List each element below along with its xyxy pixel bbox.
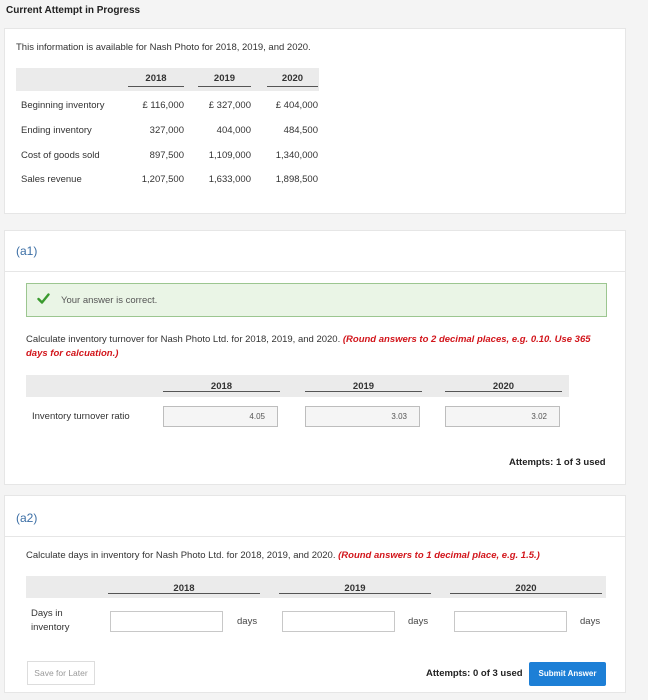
a1-year-2018: 2018 — [210, 381, 233, 392]
instruction-text: Calculate inventory turnover for Nash Photo Ltd. for 2018, 2019, and 2020. — [26, 334, 341, 345]
a2-year-2020: 2020 — [515, 583, 537, 594]
a2-year-2019: 2019 — [344, 583, 366, 594]
info-col-underline-2019 — [198, 86, 251, 87]
info-cell: 897,500 — [149, 150, 184, 161]
instruction-rounding: (Round answers to 2 decimal places, e.g. 0.10. Use 365 days for calcuation.) — [26, 334, 591, 359]
instruction-rounding: (Round answers to 1 decimal place, e.g. 1.5.) — [338, 550, 540, 561]
a2-row-label-line2: inventory — [31, 622, 70, 633]
turnover-2018-input[interactable]: 4.05 — [163, 406, 278, 427]
a1-row-label: Inventory turnover ratio — [32, 411, 130, 422]
part-a1-instruction — [26, 333, 604, 361]
a2-row-label-line1: Days in — [31, 608, 63, 619]
info-year-2020: 2020 — [281, 73, 304, 84]
days-2020-input[interactable] — [454, 611, 567, 632]
info-year-2019: 2019 — [213, 73, 236, 84]
info-row-label: Ending inventory — [21, 125, 92, 136]
a1-attempts-counter: Attempts: 1 of 3 used — [509, 457, 606, 468]
turnover-2019-input[interactable]: 3.03 — [305, 406, 420, 427]
days-unit: days — [408, 616, 429, 627]
info-cell: 1,340,000 — [275, 150, 318, 161]
info-card — [4, 28, 626, 214]
info-cell: 1,633,000 — [208, 174, 251, 185]
info-row-label: Beginning inventory — [21, 100, 105, 111]
turnover-2020-input[interactable]: 3.02 — [445, 406, 560, 427]
info-row-label: Sales revenue — [21, 174, 82, 185]
days-2018-input[interactable] — [110, 611, 223, 632]
info-cell: 1,207,500 — [141, 174, 184, 185]
a1-year-2019: 2019 — [352, 381, 375, 392]
part-a1-card — [4, 230, 626, 485]
checkmark-icon — [37, 292, 50, 310]
a2-year-2018: 2018 — [173, 583, 195, 594]
info-cell: 1,898,500 — [275, 174, 318, 185]
a1-year-2020: 2020 — [492, 381, 515, 392]
info-cell: 404,000 — [216, 125, 251, 136]
days-2019-input[interactable] — [282, 611, 395, 632]
submit-answer-button[interactable]: Submit Answer — [529, 662, 606, 686]
info-col-underline-2020 — [267, 86, 318, 87]
feedback-correct-banner — [26, 283, 607, 317]
part-a2-card — [4, 495, 626, 693]
info-cell: 1,109,000 — [208, 150, 251, 161]
divider — [5, 271, 625, 272]
part-a2-instruction — [26, 549, 616, 563]
part-a1-label: (a1) — [16, 244, 38, 258]
days-unit: days — [237, 616, 258, 627]
instruction-text: Calculate days in inventory for Nash Photo Ltd. for 2018, 2019, and 2020. — [26, 550, 336, 561]
page-title: Current Attempt in Progress — [6, 5, 141, 16]
info-cell: 327,000 — [149, 125, 184, 136]
a2-row-label — [31, 607, 70, 635]
info-row-label: Cost of goods sold — [21, 150, 100, 161]
a2-attempts-counter: Attempts: 0 of 3 used — [426, 668, 523, 679]
feedback-text: Your answer is correct. — [61, 295, 158, 306]
info-intro: This information is available for Nash Photo for 2018, 2019, and 2020. — [16, 42, 311, 53]
info-year-2018: 2018 — [145, 73, 167, 84]
divider — [5, 536, 625, 537]
part-a2-label: (a2) — [16, 511, 38, 525]
info-cell: £ 327,000 — [208, 100, 251, 111]
info-cell: 484,500 — [283, 125, 318, 136]
info-cell: £ 116,000 — [142, 100, 184, 111]
info-cell: £ 404,000 — [275, 100, 318, 111]
days-unit: days — [580, 616, 601, 627]
save-for-later-button[interactable]: Save for Later — [27, 661, 95, 685]
info-col-underline-2018 — [128, 86, 184, 87]
